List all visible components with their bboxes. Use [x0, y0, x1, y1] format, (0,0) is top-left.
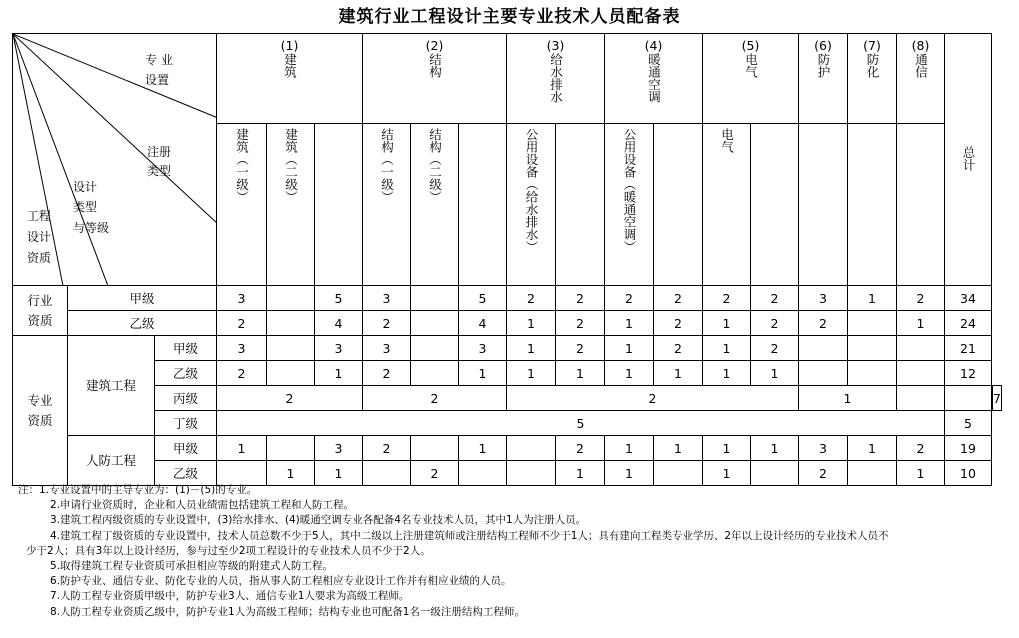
grade-cell: 甲级	[155, 436, 217, 461]
total-cell: 7	[993, 386, 1002, 411]
table-cell	[945, 386, 992, 411]
specialty-header-plumbing: (3) 给水排水	[507, 34, 605, 124]
notes-section	[18, 483, 1018, 620]
table-cell: 1	[703, 311, 751, 336]
group-building-engineering: 建筑工程	[68, 336, 155, 436]
reg-type-struct-2: 结构（二级）	[411, 124, 459, 286]
table-cell: 2	[654, 286, 703, 311]
total-cell: 21	[945, 336, 992, 361]
total-cell: 34	[945, 286, 992, 311]
table-cell	[848, 461, 897, 486]
table-cell: 2	[363, 311, 411, 336]
specialty-header-electrical: (5) 电气	[703, 34, 799, 124]
table-cell: 1	[459, 361, 507, 386]
corner-label-type: 类型	[147, 164, 172, 178]
table-cell-merged: 2	[217, 386, 363, 411]
specialty-header-protection: (6) 防护	[799, 34, 848, 124]
table-cell	[507, 436, 556, 461]
table-cell	[848, 336, 897, 361]
table-cell	[411, 286, 459, 311]
note-line: 少于2人；具有3年以上设计经历，参与过至少2项工程设计的专业技术人员不少于2人。	[26, 544, 431, 557]
specialty-header-structure: (2) 结构	[363, 34, 507, 124]
table-cell: 2	[751, 286, 799, 311]
header-corner-cell	[13, 34, 217, 286]
table-cell: 2	[363, 361, 411, 386]
total-cell: 24	[945, 311, 992, 336]
reg-type-empty	[556, 124, 605, 286]
note-line: 7.人防工程专业资质甲级中，防护专业3人、通信专业1人要求为高级工程师。	[50, 590, 410, 603]
table-cell	[267, 286, 315, 311]
note-line: 注：1.专业设置中的主导专业为：(1)－(5)的专业。	[18, 484, 258, 496]
table-cell: 1	[556, 461, 605, 486]
table-cell: 2	[217, 311, 267, 336]
total-header: 总计	[945, 34, 992, 286]
group-industry-qualification: 行业资质	[13, 286, 68, 336]
table-cell	[267, 311, 315, 336]
table-cell: 2	[654, 336, 703, 361]
table-cell: 1	[703, 436, 751, 461]
table-cell: 2	[556, 286, 605, 311]
note-line: 8.人防工程专业资质乙级中，防护专业1人为高级工程师；结构专业也可配备1名一级注册结构工程师。	[50, 605, 525, 618]
table-cell: 3	[217, 336, 267, 361]
table-cell: 1	[605, 361, 654, 386]
total-cell: 12	[945, 361, 992, 386]
table-cell: 2	[556, 311, 605, 336]
table-cell: 1	[751, 361, 799, 386]
table-cell	[217, 461, 267, 486]
corner-label-specialty: 专 业	[145, 53, 173, 67]
table-cell	[459, 461, 507, 486]
table-cell: 1	[654, 436, 703, 461]
table-cell: 3	[459, 336, 507, 361]
group-civil-defense-engineering: 人防工程	[68, 436, 155, 486]
table-cell: 3	[799, 286, 848, 311]
table-cell: 3	[363, 286, 411, 311]
table-cell	[411, 311, 459, 336]
table-cell: 2	[507, 286, 556, 311]
table-cell: 2	[556, 436, 605, 461]
table-cell: 1	[605, 336, 654, 361]
table-cell: 4	[315, 311, 363, 336]
table-cell: 2	[751, 311, 799, 336]
table-cell: 1	[605, 311, 654, 336]
table-cell: 1	[459, 436, 507, 461]
table-cell: 1	[267, 461, 315, 486]
table-cell: 1	[605, 436, 654, 461]
table-cell: 2	[363, 436, 411, 461]
table-cell	[507, 461, 556, 486]
table-cell	[411, 436, 459, 461]
table-cell	[897, 386, 945, 411]
table-cell: 1	[848, 436, 897, 461]
table-cell	[848, 311, 897, 336]
note-line: 4.建筑工程丁级资质的专业设置中，技术人员总数不少于5人，其中二级以上注册建筑师或注册结构工程师不少于1人；具有建向工程类专业学历、2年以上设计经历的专业技术人员不	[50, 529, 889, 542]
specialty-header-architecture: (1) 建筑	[217, 34, 363, 124]
table-cell: 1	[848, 286, 897, 311]
corner-label-qual: 资质	[27, 251, 52, 265]
grade-cell: 甲级	[68, 286, 217, 311]
table-cell: 3	[799, 436, 848, 461]
total-cell: 10	[945, 461, 992, 486]
corner-label-design-type: 类型	[73, 200, 98, 214]
table-cell: 1	[703, 361, 751, 386]
specialty-header-communication: (8) 通信	[897, 34, 945, 124]
reg-type-arch-2: 建筑（二级）	[267, 124, 315, 286]
corner-label-grade: 与等级	[73, 221, 110, 235]
table-cell: 2	[897, 286, 945, 311]
table-cell	[897, 361, 945, 386]
reg-type-empty	[897, 124, 945, 286]
table-cell: 1	[507, 361, 556, 386]
table-cell: 1	[897, 461, 945, 486]
page-title: 建筑行业工程设计主要专业技术人员配备表	[338, 7, 681, 27]
table-cell	[363, 461, 411, 486]
table-cell: 5	[315, 286, 363, 311]
table-cell	[848, 361, 897, 386]
table-cell: 5	[459, 286, 507, 311]
table-cell: 4	[459, 311, 507, 336]
table-cell: 2	[654, 311, 703, 336]
table-cell: 1	[315, 461, 363, 486]
note-line: 5.取得建筑工程专业资质可承担相应等级的附建式人防工程。	[50, 560, 334, 573]
table-cell: 1	[507, 336, 556, 361]
reg-type-empty	[654, 124, 703, 286]
table-cell: 2	[217, 361, 267, 386]
corner-label-design: 设计	[73, 180, 98, 194]
grade-cell: 丙级	[155, 386, 217, 411]
table-cell	[267, 336, 315, 361]
diagonal-lines	[13, 34, 217, 286]
corner-label-eng: 工程	[27, 209, 52, 223]
reg-type-empty	[315, 124, 363, 286]
table-cell: 3	[315, 336, 363, 361]
reg-type-arch-1: 建筑（一级）	[217, 124, 267, 286]
table-cell: 1	[897, 311, 945, 336]
note-line: 3.建筑工程丙级资质的专业设置中，(3)给水排水、(4)暖通空调专业各配备4名专业技术人员，其中1人为注册人员。	[50, 514, 587, 527]
table-cell: 1	[703, 461, 751, 486]
total-cell: 5	[945, 411, 992, 436]
table-cell	[267, 361, 315, 386]
table-cell	[654, 461, 703, 486]
table-cell	[411, 336, 459, 361]
reg-type-empty	[848, 124, 897, 286]
reg-type-empty	[459, 124, 507, 286]
table-cell: 2	[605, 286, 654, 311]
table-cell: 2	[799, 311, 848, 336]
table-cell-merged: 5	[217, 411, 945, 436]
grade-cell: 甲级	[155, 336, 217, 361]
group-specialty-qualification: 专业资质	[13, 336, 68, 486]
table-cell	[267, 436, 315, 461]
table-cell: 1	[556, 361, 605, 386]
reg-type-empty	[799, 124, 848, 286]
table-cell: 2	[703, 286, 751, 311]
table-cell: 2	[556, 336, 605, 361]
table-cell: 1	[217, 436, 267, 461]
table-cell: 1	[751, 436, 799, 461]
table-cell	[799, 361, 848, 386]
total-cell: 19	[945, 436, 992, 461]
reg-type-plumbing: 公用设备（给水排水）	[507, 124, 556, 286]
corner-label-design2: 设计	[27, 230, 52, 244]
note-line: 2.申请行业资质时，企业和人员业绩需包括建筑工程和人防工程。	[50, 499, 355, 512]
table-cell: 1	[703, 336, 751, 361]
grade-cell: 乙级	[155, 361, 217, 386]
specialty-header-chemical: (7) 防化	[848, 34, 897, 124]
table-cell: 2	[897, 436, 945, 461]
note-line: 6.防护专业、通信专业、防化专业的人员，指从事人防工程相应专业设计工作并有相应业绩的人员。	[50, 575, 512, 588]
table-cell-merged: 2	[363, 386, 507, 411]
table-cell	[411, 361, 459, 386]
table-cell: 1	[654, 361, 703, 386]
table-cell: 3	[217, 286, 267, 311]
table-cell	[751, 461, 799, 486]
staffing-table	[12, 33, 1002, 486]
table-cell: 1	[507, 311, 556, 336]
table-cell: 1	[315, 361, 363, 386]
table-cell-merged: 2	[507, 386, 799, 411]
grade-cell: 丁级	[155, 411, 217, 436]
table-cell: 2	[411, 461, 459, 486]
table-cell: 3	[315, 436, 363, 461]
table-cell	[897, 336, 945, 361]
grade-cell: 乙级	[155, 461, 217, 486]
grade-cell: 乙级	[68, 311, 217, 336]
table-cell	[799, 336, 848, 361]
table-cell-merged: 1	[799, 386, 897, 411]
table-cell: 2	[751, 336, 799, 361]
reg-type-empty	[751, 124, 799, 286]
table-cell: 3	[363, 336, 411, 361]
reg-type-electrical: 电气	[703, 124, 751, 286]
table-cell: 1	[605, 461, 654, 486]
specialty-header-hvac: (4) 暖通空调	[605, 34, 703, 124]
corner-label-register: 注册	[147, 145, 172, 159]
reg-type-struct-1: 结构（一级）	[363, 124, 411, 286]
corner-label-setting: 设置	[145, 73, 170, 87]
table-cell: 2	[799, 461, 848, 486]
reg-type-hvac: 公用设备（暖通空调）	[605, 124, 654, 286]
